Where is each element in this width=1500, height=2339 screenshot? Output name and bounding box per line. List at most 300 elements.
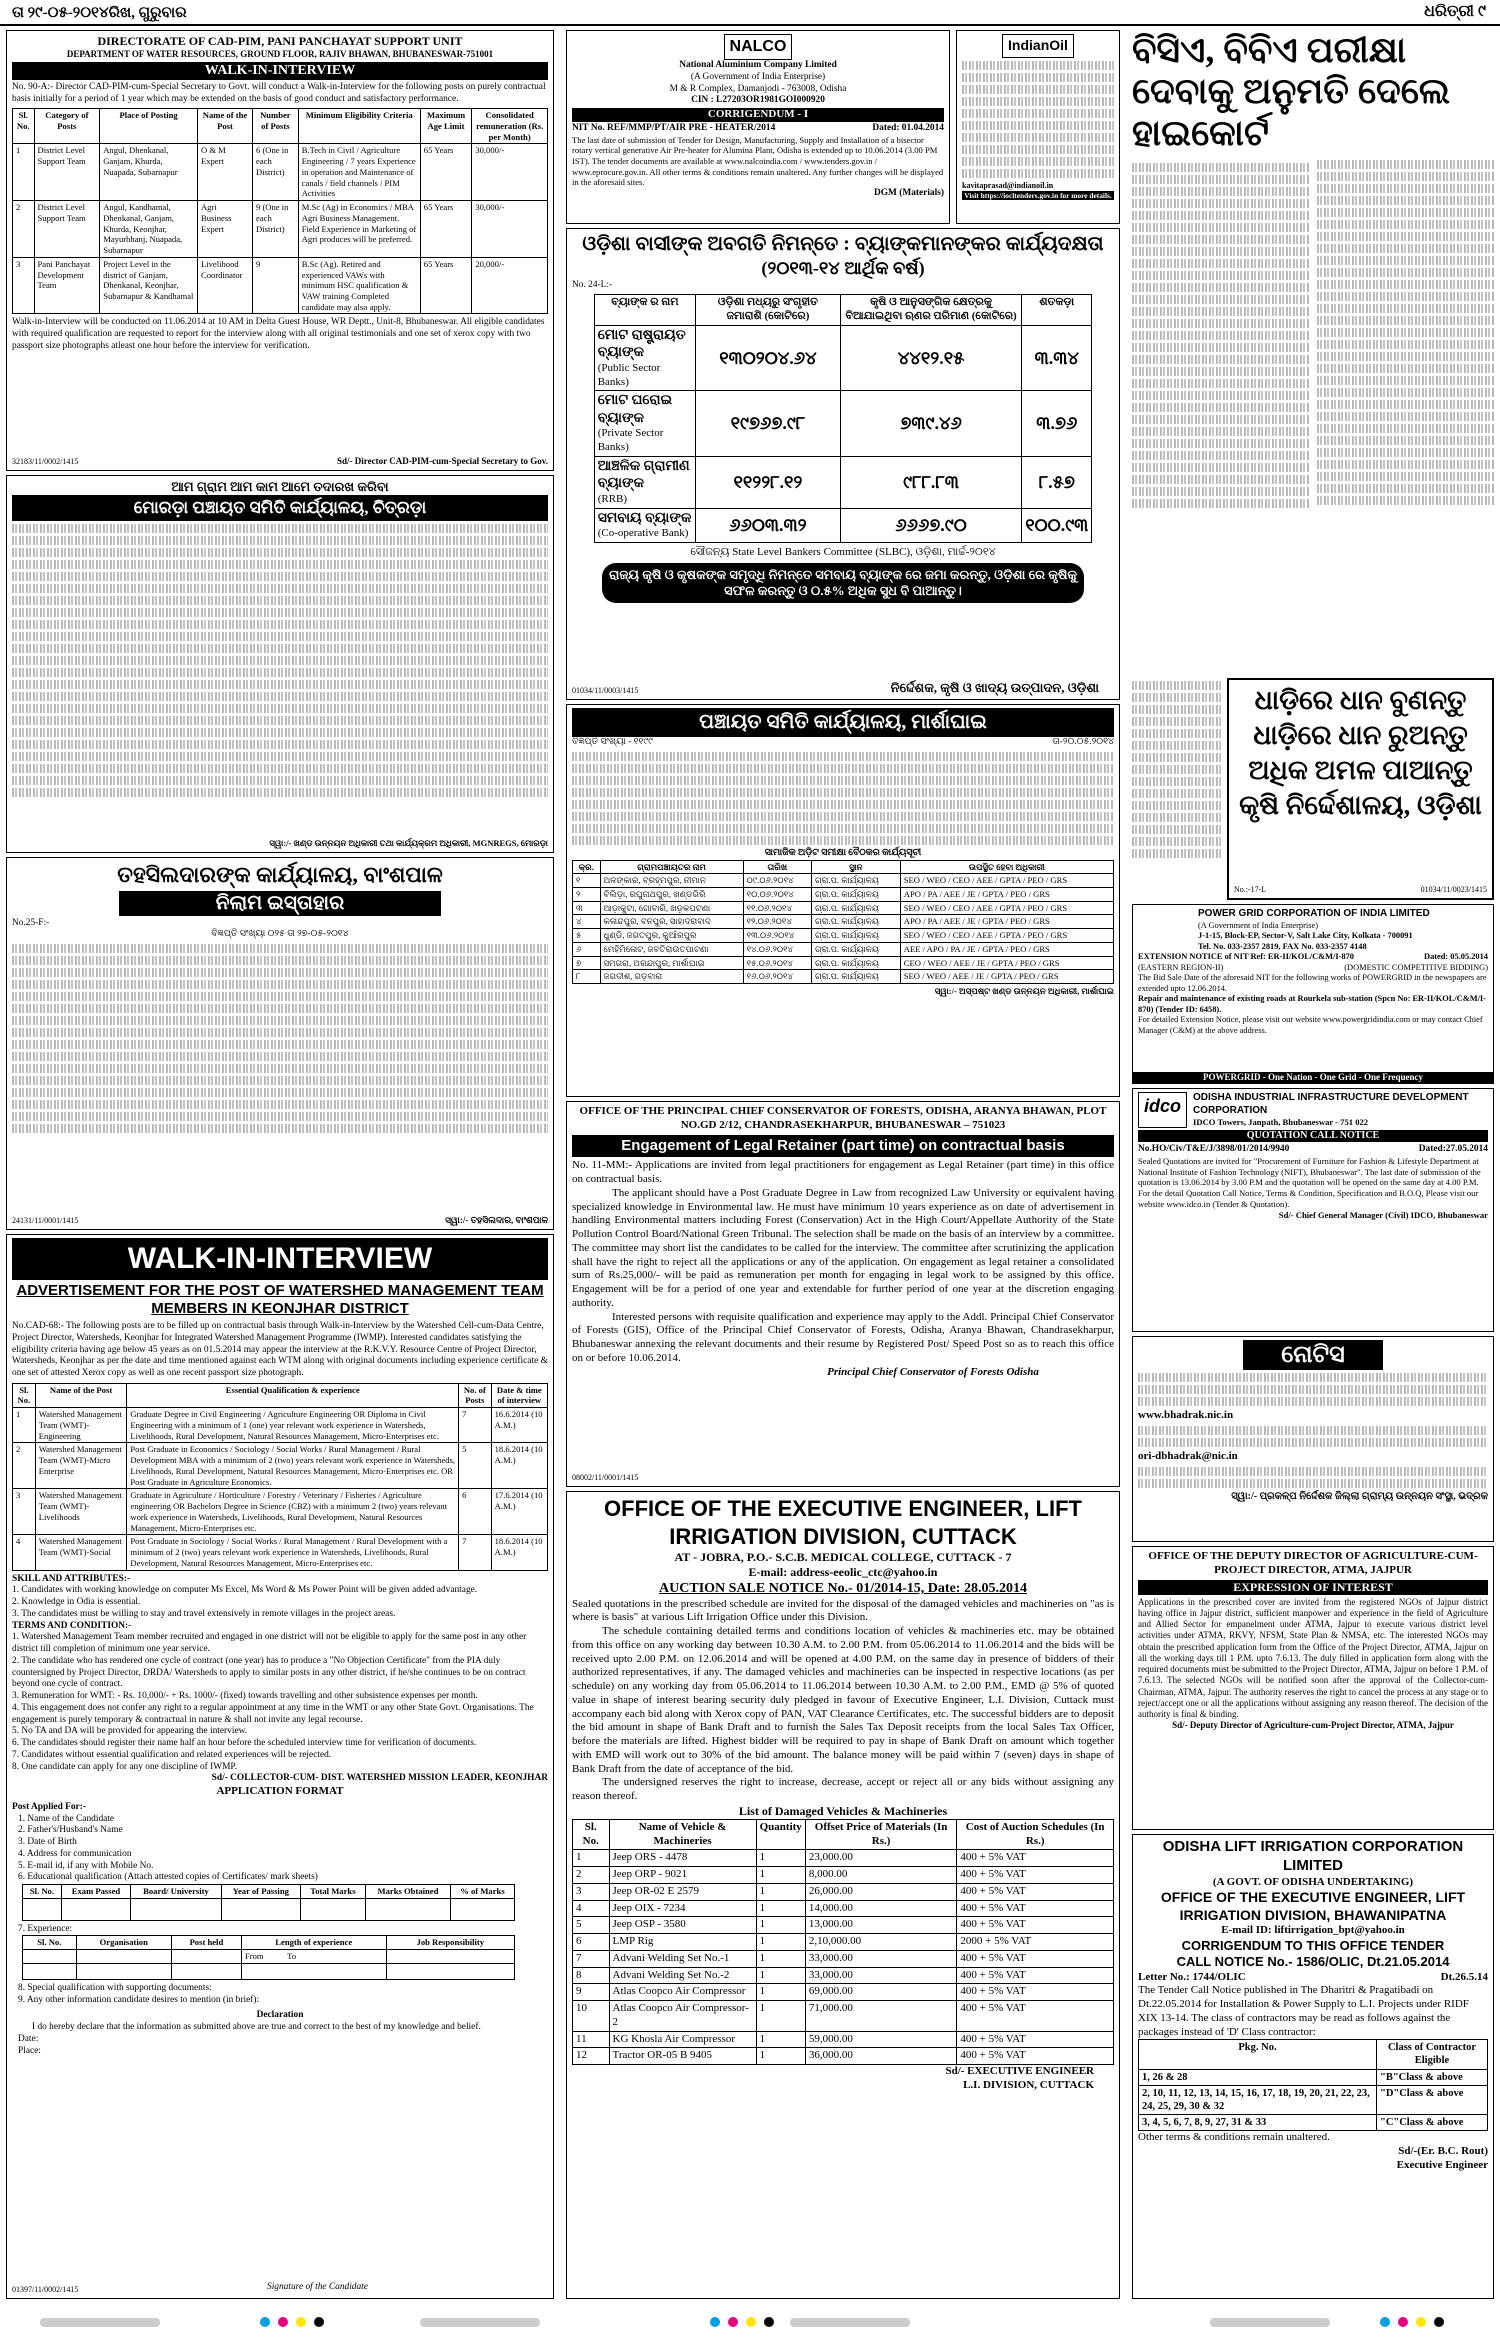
table-cell: 12 — [573, 2048, 610, 2065]
bank-no: No. 24-L:- — [572, 279, 613, 290]
paddy-line1: ଧାଡ଼ିରେ ଧାନ ବୁଣନ୍ତୁ — [1254, 685, 1467, 715]
table-cell: 1 — [756, 1850, 805, 1867]
cyan-dot — [710, 2317, 720, 2327]
table-cell: B.Tech in Civil / Agriculture Engineering / 7 years Experience in operation and Maintenance of canals / field channels / PIM Activities — [298, 144, 420, 201]
table-cell: 1 — [756, 1950, 805, 1967]
magenta-dot — [728, 2317, 738, 2327]
idco-banner: QUOTATION CALL NOTICE — [1138, 1130, 1488, 1143]
table-row — [573, 1934, 1114, 1951]
table-cell: ୩ — [573, 901, 601, 915]
list-item: 6. The candidates should register their name half an hour before the scheduled interview time for verification of documents. — [12, 1738, 477, 1748]
bank-name-en: (Public Sector Banks) — [597, 361, 661, 388]
table-cell: 1 — [756, 1883, 805, 1900]
atma-banner: EXPRESSION OF INTEREST — [1138, 1580, 1488, 1595]
watershed-terms-head: TERMS AND CONDITION:- — [12, 1620, 132, 1631]
table-cell: ୫ — [573, 929, 601, 943]
idco-sign: Sd/- Chief General Manager (Civil) IDCO, Bhubaneswar — [1278, 1209, 1488, 1220]
bank-name: ମୋଟ ରାଷ୍ଟ୍ରାୟତ ବ୍ୟାଙ୍କ — [597, 327, 686, 361]
table-row — [1139, 2069, 1488, 2085]
table-row — [573, 874, 1114, 888]
list-item: 1. Watershed Management Team member recruited and engaged in one district will not be eligible to apply for the same post in any other district till completion of minimum one year service. — [12, 1632, 527, 1654]
registration-bar — [1210, 2318, 1330, 2327]
list-item: 8. One candidate can apply for any one discipline of IWMP. — [12, 1761, 237, 1772]
print-registration-marks — [0, 2313, 1500, 2335]
table-cell: 65 Years — [420, 257, 472, 314]
nalco-dated: Dated: 01.04.2014 — [872, 122, 944, 133]
olic-call: CALL NOTICE No.- 1586/OLIC, Dt.21.05.2014 — [1176, 1954, 1450, 1970]
notice-ad — [1132, 1336, 1494, 1542]
column-header: Year of Passing — [221, 1885, 300, 1899]
table-row — [13, 257, 548, 314]
table-cell: 69,000.00 — [805, 1984, 957, 2001]
table-cell: O & M Expert — [197, 144, 252, 201]
table-cell: ୧୩୦୨୦୪.୬୪ — [695, 325, 840, 391]
bank-title: ଓଡ଼ିଶା ବାସୀଙ୍କ ଅବଗତି ନିମନ୍ତେ : ବ୍ୟାଙ୍କମାନଙ୍କର କାର୍ଯ୍ୟଦକ୍ଷତା — [582, 233, 1104, 255]
pg-ext: EXTENSION NOTICE of NIT Ref: ER-II/KOL/C&M/I-870 — [1138, 952, 1354, 961]
table-cell: ୭ — [573, 956, 601, 970]
column-header: Post held — [171, 1936, 241, 1950]
olic-title: ODISHA LIFT IRRIGATION CORPORATION LIMITED — [1162, 1838, 1464, 1874]
table-cell: "C"Class & above — [1376, 2114, 1487, 2130]
olic-table — [1138, 2039, 1488, 2131]
column-header: Pkg. No. — [1139, 2040, 1377, 2069]
table-cell: ଅଳଙ୍କାର, ବ୍ରହ୍ମପୁର, ନୀମାନ — [600, 874, 743, 888]
nalco-corr: CORRIGENDUM - I — [572, 108, 944, 122]
column-header: Name of the Post — [35, 1383, 127, 1407]
forest-p1: No. 11-MM:- Applications are invited from legal practitioners for engagement as Legal Retainer (part time) in this office on contractual basis. — [572, 1159, 1114, 1185]
powergrid-ad — [1132, 904, 1494, 1084]
column-header: Exam Passed — [61, 1885, 130, 1899]
black-dot — [1434, 2317, 1444, 2327]
table-cell: 1 — [756, 2001, 805, 2032]
ioc-ad — [956, 30, 1120, 224]
table-cell: 5 — [573, 1917, 610, 1934]
table-cell: 400 + 5% VAT — [957, 1917, 1114, 1934]
list-item: 7. Candidates without essential qualification and related experiences will be rejected. — [12, 1749, 332, 1760]
table-cell: 10 — [573, 2001, 610, 2032]
table-cell: LMP Rig — [609, 1934, 756, 1951]
marshaghai-title: ପଞ୍ଚାୟତ ସମିତି କାର୍ଯ୍ୟାଳୟ, ମାର୍ଶାଘାଇ — [572, 708, 1114, 737]
idco-dated: Dated:27.05.2014 — [1418, 1144, 1488, 1155]
form-field-label: 6. Educational qualification (Attach attested copies of Certificates/ mark sheets) — [18, 1872, 318, 1883]
table-cell: ୩.୭୬ — [1022, 391, 1092, 457]
pg-body: The Bid Sale Date of the aforesaid NIT for the following works of POWERGRID in the newspapers are extended upto 12.06.2014. — [1138, 973, 1487, 993]
table-cell: 3 — [13, 1489, 36, 1535]
table-row — [573, 970, 1114, 984]
table-row — [594, 456, 1092, 508]
paddy-ref: 01034/11/0023/1415 — [1420, 885, 1487, 894]
atma-sign: Sd/- Deputy Director of Agriculture-cum-Project Director, ATMA, Jajpur — [1172, 1720, 1454, 1731]
olic-body: The Tender Call Notice published in The Dharitri & Pragatibadi on Dt.22.05.2014 for Installation & Power Supply to L.I. Projects under RIDF XIX 13-14. The class of contractors may be read as follows against the packages instead of 'D' Class contractor: — [1138, 1984, 1469, 2038]
column-header: Sl. No. — [23, 1885, 62, 1899]
forest-p2: The applicant should have a Post Graduate Degree in Law from recognized Law University or equivalent having specialized knowledge in Environmental law. He must have minimum 10 years experience as on date of advertisement in handling Environmental matters including Forest (Conservation) Act in the High Court/Appellate Authority of the State Pollution Control Board/National Green Tribunal. The selection shall be made on the basis of an interview by a committee. The committee may short list the candidates to be called for the interview. The committee after scrutinizing the application shall have the right to reject all the applications or any of the application. On engagement as legal retainer a consolidated sum of Rs.25,000/- will be paid as remuneration per month for engaging in legal work to be assigned by this office. Engagement will be for a period of one year and extendable for further period of one year at the discretion engaging authority. — [572, 1186, 1114, 1309]
column-header: ବ୍ୟାଙ୍କ ର ନାମ — [594, 295, 695, 326]
table-cell: Watershed Management Team (WMT)-Micro Enterprise — [35, 1443, 127, 1489]
column-header: Category of Posts — [34, 109, 100, 144]
masthead — [0, 0, 1500, 26]
banspal-banner: ନିଲାମ ଇସ୍ତାହାର — [119, 891, 441, 916]
cadpim-title: DIRECTORATE OF CAD-PIM, PANI PANCHAYAT SUPPORT UNIT — [97, 34, 463, 48]
column-header: Date & time of interview — [491, 1383, 547, 1407]
table-cell: 65 Years — [420, 144, 472, 201]
nalco-addr: M & R Complex, Damanjodi - 763008, Odisha — [669, 83, 847, 94]
table-cell: 6 — [459, 1489, 492, 1535]
watershed-ad — [6, 1234, 554, 2299]
table-cell: 1 — [756, 1934, 805, 1951]
exp-from: From — [244, 1951, 264, 1962]
table-cell: B.Sc (Ag). Retired and experienced VAWs with minimum HSC qualification & VAW training Completed candidate may also apply. — [298, 257, 420, 314]
pg-tagline: POWERGRID - One Nation - One Grid - One Frequency — [1133, 1072, 1493, 1083]
column-header: ଗ୍ରାମପଞ୍ଚାୟତର ନାମ — [600, 860, 743, 874]
table-cell: 1 — [756, 1967, 805, 1984]
cuttack-body — [572, 1598, 1114, 1804]
table-cell: SEO / WEO / CEO / AEE / GPTA / PEO / GRS — [900, 901, 1113, 915]
atma-title: OFFICE OF THE DEPUTY DIRECTOR OF AGRICULTURE-CUM-PROJECT DIRECTOR, ATMA, JAJPUR — [1148, 1550, 1478, 1576]
table-cell: ଗ୍ରା.ପ. କାର୍ଯ୍ୟାଳୟ — [812, 915, 901, 929]
table-cell: 1, 26 & 28 — [1139, 2069, 1377, 2085]
cuttack-sign2: L.I. DIVISION, CUTTACK — [963, 2078, 1094, 2091]
table-row — [573, 1950, 1114, 1967]
table-cell: SEO / WEO / AEE / JE / GPTA / PEO / GRS — [900, 970, 1113, 984]
paragraph: Sealed quotations in the prescribed schedule are invited for the disposal of the damaged vehicles and machineries on "as is where is basis" at various Lift Irrigation Office under this Division. — [572, 1597, 1114, 1624]
paddy-ad — [1227, 678, 1494, 900]
table-cell: Advani Welding Set No.-2 — [609, 1967, 756, 1984]
black-dot — [764, 2317, 774, 2327]
table-cell: 2 — [13, 201, 35, 258]
column-left — [6, 30, 554, 2303]
olic-other: Other terms & conditions remain unaltered. — [1138, 2131, 1330, 2143]
paddy-no: No.:-17-L — [1234, 885, 1267, 894]
highcourt-body — [1132, 160, 1494, 510]
nalco-ad — [566, 30, 950, 224]
table-cell: ୯୮୮.୮୩ — [840, 456, 1021, 508]
watershed-table — [12, 1383, 548, 1571]
bank-name-cell — [594, 325, 695, 391]
column-header: Minimum Eligibility Criteria — [298, 109, 420, 144]
table-cell: 400 + 5% VAT — [957, 1950, 1114, 1967]
table-cell: 1 — [756, 2048, 805, 2065]
column-header: Sl. No. — [13, 1383, 36, 1407]
table-cell: Jeep ORP - 9021 — [609, 1867, 756, 1884]
table-row — [13, 144, 548, 201]
decl-signature: Signature of the Candidate — [267, 2282, 368, 2293]
table-cell: ସମଗରା, ଅରନ୍ଦାପୁର, ମାର୍ଶାଘାଇ — [600, 956, 743, 970]
table-cell: ୩.୩୪ — [1022, 325, 1092, 391]
nalco-full: National Aluminium Company Limited — [679, 60, 837, 70]
cyan-dot — [260, 2317, 270, 2327]
table-row — [573, 1867, 1114, 1884]
table-cell: Watershed Management Team (WMT)-Social — [35, 1535, 127, 1570]
table-cell: ୧୦.୦୬.୨୦୧୪ — [743, 887, 811, 901]
marshaghai-date: ତା-୨୦.୦୫.୨୦୧୪ — [1052, 737, 1114, 747]
bank-name-cell — [594, 456, 695, 508]
table-row — [594, 325, 1092, 391]
form-item8: 8. Special qualification with supporting documents: — [18, 1982, 212, 1993]
table-cell: 26,000.00 — [805, 1883, 957, 1900]
decl-place: Place: — [18, 2045, 41, 2056]
list-item: 1. Candidates with working knowledge on computer Ms Excel, Ms Word & Ms Power Point will be given added advantage. — [12, 1585, 478, 1596]
olic-govt: (A GOVT. OF ODISHA UNDERTAKING) — [1212, 1875, 1414, 1888]
table-cell: 400 + 5% VAT — [957, 1900, 1114, 1917]
form-field-label: 5. E-mail id, if any with Mobile No. — [18, 1860, 154, 1871]
table-row — [573, 901, 1114, 915]
banspal-ref: 24131/11/0001/1415 — [12, 1216, 79, 1225]
chitrada-ad — [6, 475, 554, 853]
table-cell: ଗ୍ରା.ପ. କାର୍ଯ୍ୟାଳୟ — [812, 929, 901, 943]
bank-name-cell — [594, 391, 695, 457]
registration-bar — [790, 2318, 910, 2327]
table-cell: 9 — [253, 257, 299, 314]
exp-to: To — [287, 1951, 297, 1962]
column-header: ଓଡ଼ିଶା ମଧ୍ୟରୁ ସଂଗୃହୀତ ଜମାରାଶି (କୋଟିରେ) — [695, 295, 840, 326]
table-row — [573, 1917, 1114, 1934]
table-cell: Post Graduate in Economics / Sociology / Social Works / Rural Management / Rural Development MBA with a minimum of 2 (two) years relevant work experience in Watersheds, Livelihoods, Rural Development, Natural Resources Management, Micro-Enterprises etc. OR Post Graduate in Agriculture Economics. — [127, 1443, 459, 1489]
list-item: 3. The candidates must be willing to stay and travel extensively in remote villages in the project areas. — [12, 1608, 396, 1619]
idco-body: Sealed Quotations are invited for "Procurement of Furniture for Fashion & Lifestyle Department at National Institute of Fashion Technology (NIFT), Bhubaneswar". The last date of submission of the quotation is 13.06.2014 by 3.00 P.M and the quotation will be opened on the same day at 4.00 P.M. For the detail Quotation Call Notice, Terms & Condition, Specification and B.O.Q, Please visit our website www.idco.in (Tender & Quotation). — [1138, 1155, 1481, 1209]
table-row — [573, 2048, 1114, 2065]
form-field-label: 3. Date of Birth — [18, 1837, 77, 1847]
cadpim-sign: Sd/- Director CAD-PIM-cum-Special Secretary to Gov. — [337, 455, 548, 466]
watershed-skill-head: SKILL AND ATTRIBUTES:- — [12, 1573, 131, 1584]
decl-text: I do hereby declare that the information as submitted above are true and correct to the best of my knowledge and belief. — [32, 2022, 481, 2033]
bank-name: ମୋଟ ଘରୋଇ ବ୍ୟାଙ୍କ — [597, 393, 673, 426]
watershed-intro: No.CAD-68:- The following posts are to be filled up on contractual basis through Walk-in-Interview by the Watershed Cell-cum-Data Centre, Project Director, Watersheds, Keonjhar for Integrated Watershed Management Programme (IWMP). Interested candidates satisfying the eligibility criteria having age below 45 years as on 01.5.2014 may appear the interview at the R.K.V.Y. Resource Centre of Project Director, Watersheds, Keonjhar as per the date and time mentioned against each WTM along with original documents including experience certificate & one set of attested Xerox copy as well as one recent passport size photograph. — [12, 1321, 548, 1378]
olic-ad — [1132, 1834, 1494, 2299]
watershed-skills — [12, 1585, 548, 1620]
table-cell: ୧୨.୦୬.୨୦୧୪ — [743, 915, 811, 929]
notice-sign: ସ୍ୱା:/- ପ୍ରକଳ୍ପ ନିର୍ଦ୍ଦେଶକ ଜିଲ୍ଲା ଗ୍ରାମ୍ୟ ଉନ୍ନୟନ ସଂସ୍ଥା, ଭଦ୍ରକ — [1231, 1490, 1488, 1502]
table-cell: 2000 + 5% VAT — [957, 1934, 1114, 1951]
table-cell: ୭୩୯.୪୬ — [840, 391, 1021, 457]
column-header: Cost of Auction Schedules (In Rs.) — [957, 1819, 1114, 1850]
table-cell: 3 — [573, 1883, 610, 1900]
paddy-org: କୃଷି ନିର୍ଦ୍ଦେଶାଳୟ, ଓଡ଼ିଶା — [1239, 790, 1482, 821]
table-cell: Agri Business Expert — [197, 201, 252, 258]
marshaghai-table — [572, 860, 1114, 985]
idco-addr: IDCO Towers, Janpath, Bhubaneswar - 751 022 — [1193, 1117, 1369, 1127]
table-cell: CEO / WEO / AEE / JE / GPTA / PEO / GRS — [900, 956, 1113, 970]
table-cell: KG Khosla Air Compressor — [609, 2031, 756, 2048]
forest-sign: Principal Chief Conservator of Forests Odisha — [827, 1365, 1039, 1378]
table-cell: 6 (One in each District) — [253, 144, 299, 201]
table-cell: 11 — [573, 2031, 610, 2048]
table-cell: M.Sc (Ag) in Economics / MBA Agri Business Management. Field Experience in Marketing of Agri produces will be preferred. — [298, 201, 420, 258]
table-row — [573, 1967, 1114, 1984]
table-cell: 1 — [756, 1917, 805, 1934]
table-cell: Jeep ORS - 4478 — [609, 1850, 756, 1867]
table-cell: APO / PA / AEE / JE / GPTA / PEO / GRS — [900, 887, 1113, 901]
marshaghai-table-title: ସାମାଜିକ ଅଡ଼ିଟ ସମୀକ୍ଷା ବୈଠକର କାର୍ଯ୍ୟସୂଚୀ — [764, 847, 922, 858]
table-cell: 59,000.00 — [805, 2031, 957, 2048]
yellow-dot — [1416, 2317, 1426, 2327]
table-cell: 14,000.00 — [805, 1900, 957, 1917]
column-header: Class of Contractor Eligible — [1376, 2040, 1487, 2069]
table-cell: ୮ — [573, 970, 601, 984]
banspal-body — [12, 944, 548, 1133]
cuttack-table — [572, 1819, 1114, 2065]
bank-ad — [566, 228, 1120, 700]
table-cell: 1 — [13, 1408, 36, 1443]
table-cell: ଗ୍ରା.ପ. କାର୍ଯ୍ୟାଳୟ — [812, 942, 901, 956]
table-cell: 33,000.00 — [805, 1967, 957, 1984]
olic-letter: Letter No.: 1744/OLIC — [1138, 1970, 1246, 1983]
watershed-title: ADVERTISEMENT FOR THE POST OF WATERSHED MANAGEMENT TEAM MEMBERS IN KEONJHAR DISTRICT — [16, 1281, 544, 1318]
table-row — [573, 942, 1114, 956]
table-cell: 2 — [573, 1867, 610, 1884]
table-cell: 400 + 5% VAT — [957, 2001, 1114, 2032]
table-row — [1139, 2114, 1488, 2130]
form-exp-table — [22, 1935, 515, 1979]
column-header: Quantity — [756, 1819, 805, 1850]
table-cell: 30,000/- — [472, 201, 548, 258]
ioc-logo: IndianOil — [1002, 34, 1074, 58]
table-cell: ଗ୍ରା.ପ. କାର୍ଯ୍ୟାଳୟ — [812, 901, 901, 915]
table-cell: ଆଡ଼ାକୁଟା, ଗୋବାରି, ଖଡ଼କପଟଣା — [600, 901, 743, 915]
watershed-ref: 01397/11/0002/1415 — [12, 2285, 79, 2294]
table-cell: 400 + 5% VAT — [957, 1984, 1114, 2001]
bank-source: ସୌଜନ୍ୟ State Level Bankers Committee (SLBC), ଓଡ଼ିଶା, ମାର୍ଚ୍ଚ-୨୦୧୪ — [690, 545, 996, 558]
atma-ad — [1132, 1546, 1494, 1830]
table-cell: 1 — [573, 1850, 610, 1867]
notice-title: ନୋଟିସ — [1243, 1340, 1383, 1370]
list-item: 5. No TA and DA will be provided for appearing the interview. — [12, 1726, 248, 1737]
table-cell: Jeep OSP - 3580 — [609, 1917, 756, 1934]
form-title: APPLICATION FORMAT — [216, 1785, 344, 1797]
table-cell: 17.6.2014 (10 A.M.) — [491, 1489, 547, 1535]
olic-sign1: Sd/-(Er. B.C. Rout) — [1398, 2144, 1488, 2157]
list-item: 2. Knowledge in Odia is essential. — [12, 1597, 141, 1607]
cuttack-list-title: List of Damaged Vehicles & Machineries — [738, 1803, 948, 1818]
table-row — [594, 391, 1092, 457]
column-header: ଉପସ୍ଥିତ ହେବା ଅଧିକାରୀ — [900, 860, 1113, 874]
table-cell: 18.6.2014 (10 A.M.) — [491, 1535, 547, 1570]
cyan-dot — [1380, 2317, 1390, 2327]
table-cell: 3 — [13, 257, 35, 314]
idco-no: No.HO/Civ/T&E/J/3898/01/2014/9940 — [1138, 1144, 1290, 1155]
table-cell: Atlas Coopco Air Compressor-2 — [609, 2001, 756, 2032]
column-header: Sl. No. — [13, 109, 35, 144]
table-cell: 400 + 5% VAT — [957, 2031, 1114, 2048]
table-row — [594, 508, 1092, 542]
table-cell: 2, 10, 11, 12, 13, 14, 15, 16, 17, 18, 19, 20, 21, 22, 23, 24, 25, 29, 30 & 32 — [1139, 2085, 1377, 2114]
table-cell: ମେହିମିଳୋଟ, ଜବତିରାଉତପାଟଣା — [600, 942, 743, 956]
column-header: Board/ University — [131, 1885, 222, 1899]
forest-ad — [566, 1101, 1120, 1487]
form-post-applied: Post Applied For:- — [12, 1801, 86, 1812]
nalco-nit: NIT No. REF/MMP/PT/AIR PRE - HEATER/2014 — [572, 122, 776, 133]
bank-slogan: ରାଜ୍ୟ କୃଷି ଓ କୃଷକଙ୍କ ସମୃଦ୍ଧି ନିମନ୍ତେ ସମବାୟ ବ୍ୟାଙ୍କ ରେ ଜମା କରନ୍ତୁ, ଓଡ଼ିଶା ରେ କୃଷିକୁ ସଫଳ କରନ୍ତୁ ଓ ୦.୫% ଅଧିକ ସୁଧ ବି ପାଆନ୍ତୁ। — [602, 563, 1084, 604]
bank-ref: 01034/11/0003/1415 — [572, 686, 639, 695]
chitrada-sign: ସ୍ୱା:/- ଖଣ୍ଡ ଉନ୍ନୟନ ଅଧିକାରୀ ତଥା କାର୍ଯ୍ୟକ୍ରମ ଅଧିକାରୀ, MGNREGS, ମୋରଡ଼ା — [269, 838, 548, 849]
table-row — [573, 1984, 1114, 2001]
cadpim-ref: 32183/11/0002/1415 — [12, 457, 79, 466]
notice-email: ori-dbhadrak@nic.in — [1138, 1449, 1238, 1462]
list-item: 4. This engagement does not confer any right to a regular appointment at any time in the WMT or any other State Govt. Organisations. The engagement is purely temporary & contractual in nature & shall not invite any legal recourse. — [12, 1702, 534, 1725]
atma-body: Applications in the prescribed cover are invited from the registered NGOs of Jajpur district having office in Jajpur district, sufficient manpower and experience in the field of Agriculture and Allied Sector for empanelment under ATMA, Jajpur to execute various district level activities under ATMA, RKVY, NFSM, State Plan & NMSA, etc. The interested NGOs may obtain the prescribed application form from the Office of the Project Director, ATMA, Jajpur on all the working days till 1 P.M. upto 7.6.13. The duly filled in application form along with the required documents must be submitted to the Project Director, ATMA, Jajpur on before 1 P.M. of 7.6.13. The selected NGOs will be notified soon after the approval of the Collector-cum-Chairman, ATMA, Jajpur. The authority reserves the right to cancel the process at any stage or to reject/accept one or all the applications without assigning any reason thereof. The decision of the authority is final & binding. — [1138, 1596, 1488, 1719]
yellow-dot — [746, 2317, 756, 2327]
table-cell: ୧୩.୦୬.୨୦୧୪ — [743, 929, 811, 943]
olic-sign2: Executive Engineer — [1396, 2158, 1488, 2171]
column-middle — [566, 30, 1120, 2303]
nalco-logo: NALCO — [724, 34, 793, 60]
watershed-terms — [12, 1632, 548, 1773]
table-cell: ଗ୍ରା.ପ. କାର୍ଯ୍ୟାଳୟ — [812, 874, 901, 888]
column-header: % of Marks — [450, 1885, 514, 1899]
table-cell: ୦୯.୦୬.୨୦୧୪ — [743, 874, 811, 888]
pg-dated: Dated: 05.05.2014 — [1424, 952, 1488, 961]
black-dot — [314, 2317, 324, 2327]
table-cell: ୧୦୦.୯୩ — [1022, 508, 1092, 542]
watershed-banner: WALK-IN-INTERVIEW — [12, 1238, 548, 1280]
table-row — [13, 1489, 548, 1535]
column-header: Marks Obtained — [366, 1885, 451, 1899]
bank-sign: ନିର୍ଦ୍ଦେଶକ, କୃଷି ଓ ଖାଦ୍ୟ ଉତ୍ପାଦନ, ଓଡ଼ିଶା — [890, 679, 1099, 695]
table-cell: "B"Class & above — [1376, 2069, 1487, 2085]
registration-bar — [420, 2318, 540, 2327]
cuttack-title: OFFICE OF THE EXECUTIVE ENGINEER, LIFT IRRIGATION DIVISION, CUTTACK — [604, 1496, 1082, 1549]
bank-name-cell — [594, 508, 695, 542]
highcourt-article — [1132, 30, 1494, 670]
list-item: 2. The candidate who has rendered one cycle of contract (one year) has to produce a "No Objection Certificate" from the PIA duly countersigned by Project Director, DRDA/ Watersheds to apply to similar posts in any other district, if he/she continues to be on contract beyond one cycle of contract. — [12, 1655, 526, 1690]
table-row — [573, 915, 1114, 929]
table-row — [573, 929, 1114, 943]
column-header: କ୍ର. — [573, 860, 601, 874]
table-cell: 9 (One in each District) — [253, 201, 299, 258]
table-cell: କଳାନ୍ଦପୁର, ବନପୁର, ସାହାଦରାବାଦ — [600, 915, 743, 929]
forest-banner: Engagement of Legal Retainer (part time) on contractual basis — [572, 1135, 1114, 1158]
highcourt-body-cont — [1132, 678, 1222, 900]
table-cell: ୬ — [573, 942, 601, 956]
column-header: Offset Price of Materials (In Rs.) — [805, 1819, 957, 1850]
table-cell: ଗ୍ରା.ପ. କାର୍ଯ୍ୟାଳୟ — [812, 887, 901, 901]
table-cell: Watershed Management Team (WMT)-Livelihoods — [35, 1489, 127, 1535]
table-cell: Jeep OIX - 7234 — [609, 1900, 756, 1917]
forest-ref: 08002/11/0001/1415 — [572, 1473, 639, 1482]
table-cell: Project Level in the district of Ganjam, Dhenkanal, Keonjhar, Subarnapur & Kandhamal — [100, 257, 198, 314]
table-cell: 8,000.00 — [805, 1867, 957, 1884]
form-field-label: 1. Name of the Candidate — [18, 1813, 115, 1824]
olic-letter-dt: Dt.26.5.14 — [1440, 1970, 1488, 1983]
table-cell: ୧୪.୦୬.୨୦୧୪ — [743, 942, 811, 956]
chitrada-title: ମୋରଡ଼ା ପଞ୍ଚାୟତ ସମିତି କାର୍ଯ୍ୟାଳୟ, ଚିତ୍ରଡ଼ା — [12, 495, 548, 520]
table-row — [13, 1443, 548, 1489]
cadpim-table — [12, 108, 548, 314]
table-cell: 30,000/- — [472, 144, 548, 201]
bank-name: ଆଞ୍ଚଳିକ ଗ୍ରାମୀଣ ବ୍ୟାଙ୍କ — [597, 458, 690, 492]
table-cell: Atlas Coopco Air Compressor — [609, 1984, 756, 2001]
olic-corr: CORRIGENDUM TO THIS OFFICE TENDER — [1181, 1938, 1445, 1953]
nalco-sign: DGM (Materials) — [873, 188, 944, 199]
column-header: Job Responsibility — [386, 1936, 515, 1950]
column-header: Number of Posts — [253, 109, 299, 144]
pg-details: For detailed Extension Notice, please visit our website www.powergridindia.com or may contact Chief Manager (C&M) at the above address. — [1138, 1015, 1483, 1035]
table-row — [13, 1408, 548, 1443]
table-cell: District Level Support Team — [34, 144, 100, 201]
marshaghai-sub: ବିଜ୍ଞପ୍ତି ସଂଖ୍ୟା - ୧୧୯୯ — [572, 737, 653, 747]
table-cell: Livelihood Coordinator — [197, 257, 252, 314]
column-header: Essential Qualification & experience — [127, 1383, 459, 1407]
table-cell: 4 — [573, 1900, 610, 1917]
table-cell: 2,10,000.00 — [805, 1934, 957, 1951]
table-cell: 8 — [573, 1967, 610, 1984]
table-cell: ୧୧.୦୬.୨୦୧୪ — [743, 901, 811, 915]
column-header: No. of Posts — [459, 1383, 492, 1407]
bank-name: ସମବାୟ ବ୍ୟାଙ୍କ — [597, 510, 692, 526]
idco-name: ODISHA INDUSTRIAL INFRASTRUCTURE DEVELOPMENT CORPORATION — [1193, 1092, 1469, 1116]
pg-govt: (A Government of India Enterprise) — [1198, 920, 1319, 930]
table-cell: 23,000.00 — [805, 1850, 957, 1867]
table-cell: ଗ୍ରା.ପ. କାର୍ଯ୍ୟାଳୟ — [812, 956, 901, 970]
